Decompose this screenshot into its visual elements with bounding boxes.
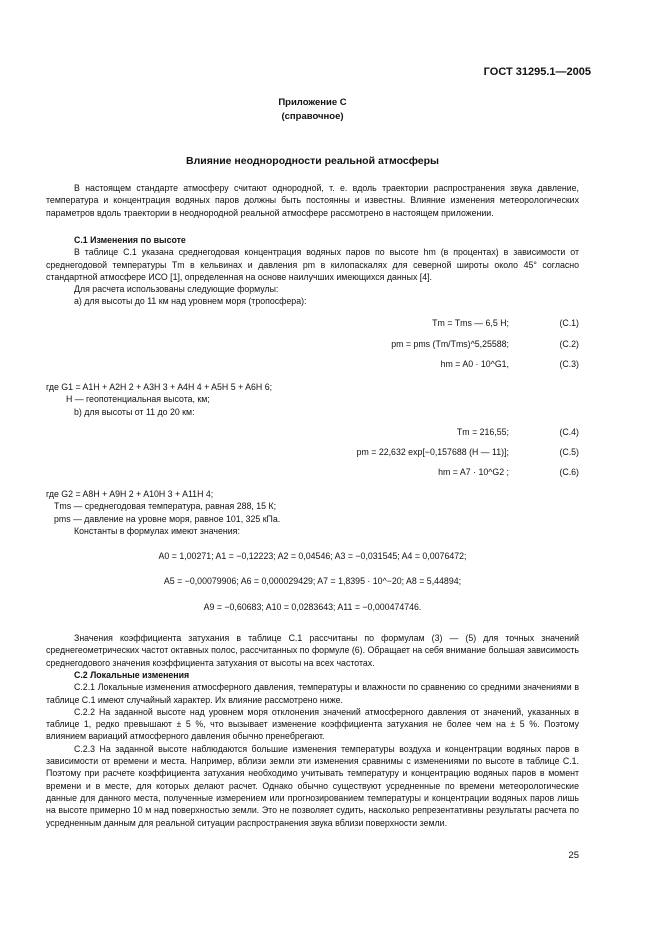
- section-c2: [46, 669, 579, 829]
- tms-definition: Tms — среднегодовая температура, равная 288, 15 К;: [54, 501, 277, 512]
- c2-paragraph-1: С.2.1 Локальные изменения атмосферного давления, температуры и влажности по сравнению со средними значениями в таблице С.1 имеют случайный характер. Их влияние рассмотрено ниже.: [46, 682, 579, 705]
- appendix-heading: [46, 96, 579, 124]
- pms-definition: pms — давление на уровне моря, равное 101, 325 кПа.: [54, 513, 281, 524]
- document-title: Влияние неоднородности реальной атмосферы: [186, 155, 439, 167]
- constants-line-2: A5 = −0,00079906; A6 = 0,000029429; A7 = 1,8395 · 10^−20; A8 = 5,44894;: [163, 576, 462, 586]
- equation-c4: Tm = 216,55; (С.4): [456, 427, 579, 437]
- standard-number: ГОСТ 31295.1—2005: [483, 66, 591, 78]
- c1-paragraph-1: В таблице С.1 указана среднегодовая концентрация водяных паров по высоте hm (в процентах) в зависимости от среднегодовой температуры Tm в кельвинах и давления pm в килопаскалях для северной широты около 45° согласно стандартной атмосфере ИСО [1], определенная на основе наилучших имеющихся данных [4].: [46, 247, 579, 282]
- section-c1: [46, 234, 579, 308]
- constants-intro: Константы в формулах имеют значения:: [74, 525, 240, 536]
- appendix-note: (справочное): [281, 111, 344, 122]
- c2-paragraph-2: С.2.2 На заданной высоте над уровнем моря отклонения значений атмосферного давления от значений, указанных в таблице 1, редко превышают ± 5 %, что вызывает изменение коэффициента затухания не более чем на ± 5 %. Поэтому влиянием вариаций атмосферного давления обычно пренебрегают.: [46, 706, 579, 742]
- section-c2-heading: С.2 Локальные изменения: [74, 670, 190, 680]
- c2-paragraph-3: С.2.3 На заданной высоте наблюдаются большие изменения температуры воздуха и концентрации водяных паров в зависимости от времени и места. Например, вблизи земли эти изменения сравнимы с изменениями по высоте в таблице С.1. Поэтому при расчете коэффициента затухания необходимо учитывать температуру и концентрацию водяных паров в момент времени и в месте, для которых делают расчет. Однако обычно существуют усредненные по времени метеорологические данные для данного места, полученные измерением или прогнозированием температуры и концентрации водяных паров лишь на высоте примерно 10 м над поверхностью земли. Это не позволяет судить, насколько репрезентативны результаты расчета по усредненным данным для реальной ситуации распространения звука вблизи поверхности земли.: [46, 743, 579, 828]
- equation-c3: hm = A0 · 10^G1, (С.3): [440, 359, 579, 369]
- equation-c1: Tm = Tms — 6,5 H; (С.1): [432, 318, 579, 328]
- constants-line-1: A0 = 1,00271; A1 = −0,12223; A2 = 0,04546; A3 = −0,031545; A4 = 0,0076472;: [158, 551, 467, 561]
- page-number: 25: [568, 850, 579, 861]
- c1-item-b: b) для высоты от 11 до 20 км:: [74, 406, 195, 417]
- c1-item-a: а) для высоты до 11 км над уровнем моря (тропосфера):: [74, 296, 307, 307]
- where-g1: где G1 = A1H + A2H 2 + A3H 3 + A4H 4 + A5H 5 + A6H 6; H — геопотенциальная высота, км; b) для высоты от 11 до 20 км:: [46, 381, 579, 418]
- appendix-title: Приложение С: [278, 97, 347, 108]
- equation-c2: pm = pms (Tm/Tms)^5,25588; (С.2): [391, 339, 579, 349]
- h-definition: H — геопотенциальная высота, км;: [66, 394, 210, 405]
- c1-paragraph-3: Значения коэффициента затухания в таблице С.1 рассчитаны по формулам (3) — (5) для точных значений среднегеометрических частот октавных полос, рассчитанных по формуле (6). Обращает на себя внимание большая зависимость среднегодового значения коэффициента затухания от высоты на всех частотах.: [46, 633, 579, 668]
- where-g2: где G2 = A8H + A9H 2 + A10H 3 + A11H 4; Tms — среднегодовая температура, равная 288, 15 К; pms — давление на уровне моря, равное 101, 325 кПа. Константы в формулах имеют значения:: [46, 488, 579, 537]
- intro-paragraph: В настоящем стандарте атмосферу считают однородной, т. е. вдоль траектории распространения звука давление, температура и концентрация водяных паров должны быть постоянны и известны. Влияние изменения метеорологических параметров вдоль траектории в неоднородной реальной атмосфере рассмотрено в настоящем приложении.: [46, 183, 579, 218]
- constants-line-3: A9 = −0,60683; A10 = 0,0283643; A11 = −0,000474746.: [203, 602, 422, 612]
- equation-c6: hm = A7 · 10^G2 ; (С.6): [438, 467, 579, 477]
- c1-paragraph-2: Для расчета использованы следующие формулы:: [74, 284, 279, 295]
- section-c1-heading: С.1 Изменения по высоте: [74, 235, 186, 245]
- equation-c5: pm = 22,632 exp[−0,157688 (H — 11)]; (С.5): [356, 447, 579, 457]
